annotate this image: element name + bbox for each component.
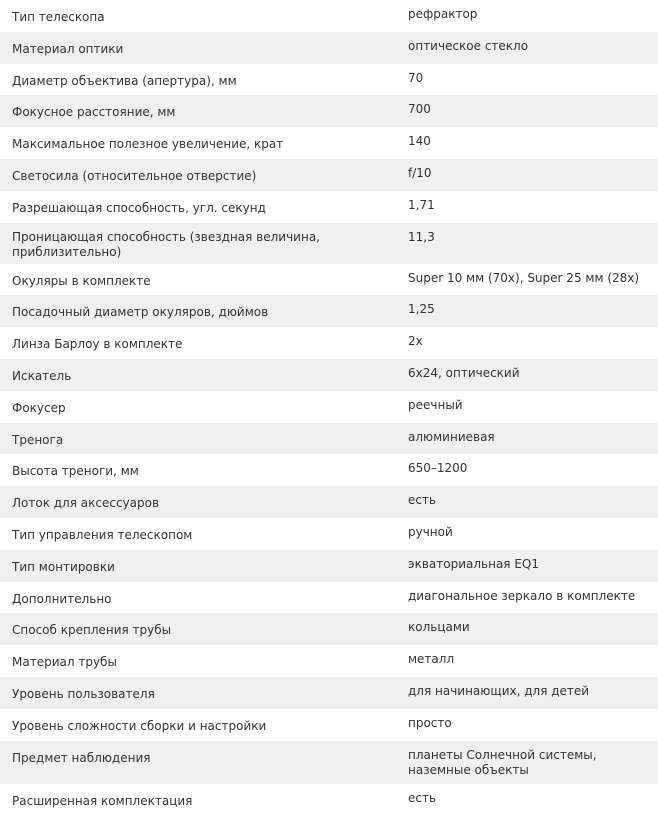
spec-name: Окуляры в комплекте <box>12 273 151 288</box>
spec-row <box>0 127 658 159</box>
spec-row <box>0 582 658 614</box>
spec-value: 70 <box>408 70 424 85</box>
spec-row <box>0 677 658 709</box>
spec-name: Тип монтировки <box>12 559 115 574</box>
spec-name: Разрешающая способность, угл. секунд <box>12 200 266 215</box>
spec-name: Линза Барлоу в комплекте <box>12 337 183 352</box>
spec-row <box>0 327 658 359</box>
spec-value: кольцами <box>408 620 470 635</box>
spec-name: Лоток для аксессуаров <box>12 496 160 511</box>
spec-value: для начинающих, для детей <box>408 683 590 698</box>
spec-value: 11,3 <box>408 229 435 244</box>
spec-row <box>0 613 658 645</box>
spec-row <box>0 0 658 32</box>
spec-row <box>0 454 658 486</box>
spec-value: 6x24, оптический <box>408 365 520 380</box>
spec-value: диагональное зеркало в комплекте <box>408 588 636 603</box>
spec-name: Фокусное расстояние, мм <box>12 105 176 120</box>
spec-value: есть <box>408 493 437 508</box>
spec-name: Проницающая способность (звездная величина, приблизительно) <box>12 229 320 259</box>
spec-name: Высота треноги, мм <box>12 464 139 479</box>
spec-value: 140 <box>408 134 431 149</box>
spec-value: просто <box>408 715 452 730</box>
spec-row <box>0 741 658 784</box>
spec-name: Максимальное полезное увеличение, крат <box>12 137 284 152</box>
spec-row <box>0 518 658 550</box>
spec-row <box>0 391 658 423</box>
spec-name: Фокусер <box>12 400 66 415</box>
spec-value: экваториальная EQ1 <box>408 556 539 571</box>
spec-name: Тренога <box>12 432 64 447</box>
spec-row <box>0 645 658 677</box>
spec-row <box>0 784 658 816</box>
spec-row <box>0 423 658 455</box>
spec-value: оптическое стекло <box>408 38 529 53</box>
spec-name: Искатель <box>12 368 72 383</box>
spec-name: Посадочный диаметр окуляров, дюймов <box>12 305 269 320</box>
spec-name: Материал трубы <box>12 655 117 670</box>
spec-row <box>0 550 658 582</box>
spec-row <box>0 191 658 223</box>
spec-row <box>0 223 658 264</box>
spec-value: 1,25 <box>408 302 435 317</box>
spec-value: 2x <box>408 334 423 349</box>
spec-value: f/10 <box>408 165 432 180</box>
spec-name: Способ крепления трубы <box>12 623 172 638</box>
spec-name: Уровень сложности сборки и настройки <box>12 718 267 733</box>
spec-name: Уровень пользователя <box>12 686 155 701</box>
spec-row <box>0 264 658 296</box>
spec-value: 700 <box>408 102 431 117</box>
spec-name: Расширенная комплектация <box>12 793 193 808</box>
spec-value: планеты Солнечной системы, наземные объекты <box>408 747 597 777</box>
spec-value: Super 10 мм (70x), Super 25 мм (28x) <box>408 270 640 285</box>
spec-name: Светосила (относительное отверстие) <box>12 168 257 183</box>
spec-row <box>0 295 658 327</box>
spec-row <box>0 486 658 518</box>
spec-row <box>0 95 658 127</box>
spec-name: Материал оптики <box>12 41 124 56</box>
spec-name: Тип телескопа <box>12 10 105 24</box>
spec-name: Дополнительно <box>12 591 112 606</box>
spec-name: Диаметр объектива (апертура), мм <box>12 73 237 88</box>
spec-row <box>0 159 658 191</box>
spec-value: 1,71 <box>408 197 435 212</box>
spec-value: 650–1200 <box>408 461 468 476</box>
spec-value: рефрактор <box>408 7 478 21</box>
spec-value: металл <box>408 652 455 667</box>
spec-row <box>0 709 658 741</box>
spec-name: Предмет наблюдения <box>12 750 151 765</box>
spec-row <box>0 64 658 96</box>
spec-name: Тип управления телескопом <box>12 527 193 542</box>
spec-row <box>0 32 658 64</box>
spec-value: реечный <box>408 397 463 412</box>
spec-value: есть <box>408 790 437 805</box>
spec-value: ручной <box>408 524 453 539</box>
spec-value: алюминиевая <box>408 429 495 444</box>
spec-row <box>0 359 658 391</box>
